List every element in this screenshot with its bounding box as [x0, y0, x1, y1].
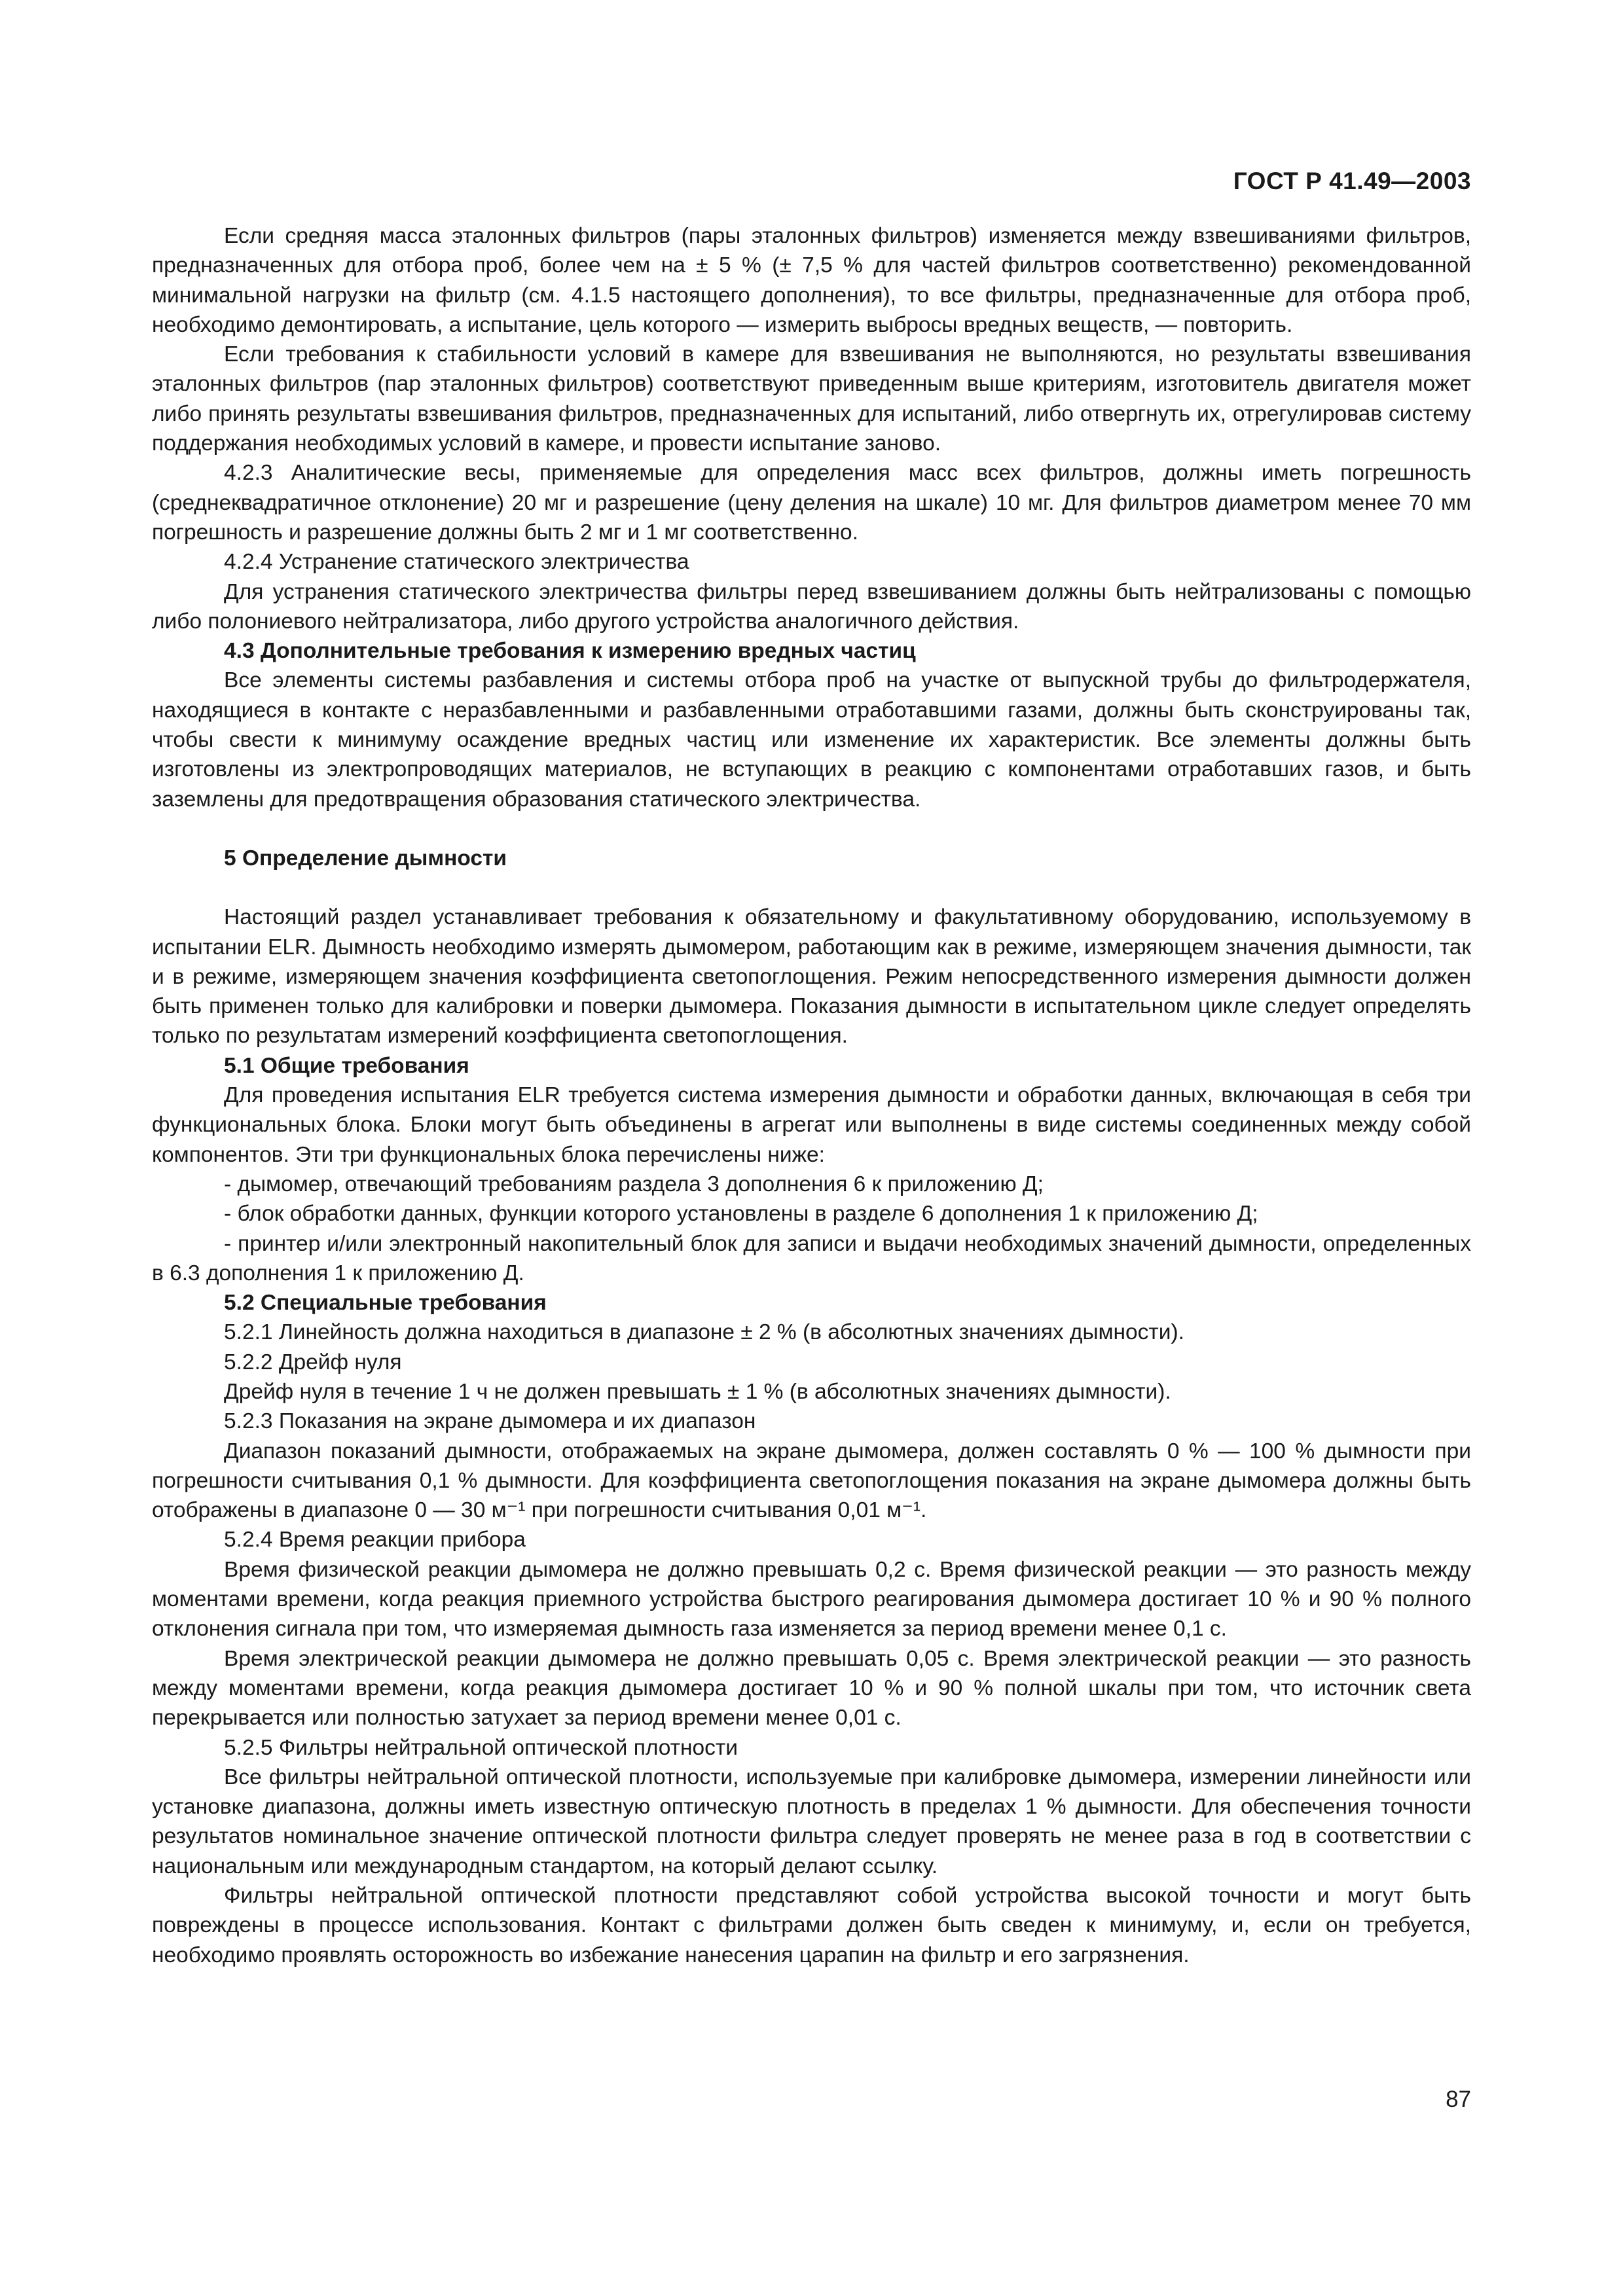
paragraph: Для проведения испытания ELR требуется система измерения дымности и обработки данных, включающая в себя три функциональных блока. Блоки могут быть объединены в агрегат или выполнены в виде системы соединенных между собой компонентов. Эти три функциональных блока перечислены ниже:: [152, 1083, 1471, 1167]
paragraph: 5.2.4 Время реакции прибора: [224, 1528, 526, 1552]
paragraph: 5.2.5 Фильтры нейтральной оптической плотности: [224, 1735, 738, 1760]
list-item: - блок обработки данных, функции которого установлены в разделе 6 дополнения 1 к приложению Д;: [224, 1202, 1258, 1227]
section-heading: 5 Определение дымности: [224, 846, 507, 870]
paragraph: Если средняя масса эталонных фильтров (пары эталонных фильтров) изменяется между взвешиваниями фильтров, предназначенных для отбора проб, более чем на ± 5 % (± 7,5 % для частей фильтров соответственно) рекомендованной минимальной нагрузки на фильтр (см. 4.1.5 настоящего дополнения), то все фильтры, предназначенные для отбора проб, необходимо демонтировать, а испытание, цель которого — измерить выбросы вредных веществ, — повторить.: [152, 224, 1471, 337]
paragraph: 5.2.2 Дрейф нуля: [224, 1350, 402, 1374]
paragraph: 5.2.3 Показания на экране дымомера и их диапазон: [224, 1409, 756, 1434]
paragraph: Настоящий раздел устанавливает требования к обязательному и факультативному оборудованию, используемому в испытании ELR. Дымность необходимо измерять дымомером, работающим как в режиме, измеряющем значения дымности, так и в режиме, измеряющем значения коэффициента светопоглощения. Режим непосредственного измерения дымности должен быть применен только для калибровки и поверки дымомера. Показания дымности в испытательном цикле следует определять только по результатам измерений коэффициента светопоглощения.: [152, 905, 1471, 1049]
document-body: [152, 221, 1471, 1970]
paragraph: 4.2.3 Аналитические весы, применяемые для определения масс всех фильтров, должны иметь погрешность (среднеквадратичное отклонение) 20 мг и разрешение (цену деления на шкале) 10 мг. Для фильтров диаметром менее 70 мм погрешность и разрешение должны быть 2 мг и 1 мг соответственно.: [152, 461, 1471, 545]
standard-code-header: ГОСТ Р 41.49—2003: [1233, 168, 1471, 194]
subsection-heading: 5.2 Специальные требования: [224, 1291, 547, 1316]
paragraph: Фильтры нейтральной оптической плотности представляют собой устройства высокой точности и могут быть повреждены в процессе использования. Контакт с фильтрами должен быть сведен к минимуму, и, если он требуется, необходимо проявлять осторожность во избежание нанесения царапин на фильтр и его загрязнения.: [152, 1884, 1471, 1967]
list-item: - принтер и/или электронный накопительный блок для записи и выдачи необходимых значений дымности, определенных в 6.3 дополнения 1 к приложению Д.: [152, 1231, 1471, 1285]
paragraph: Время электрической реакции дымомера не должно превышать 0,05 с. Время электрической реакции — это разность между моментами времени, когда реакция дымомера достигает 10 % и 90 % полной шкалы при том, что источник света перекрывается или полностью затухает за период времени менее 0,01 с.: [152, 1646, 1471, 1731]
subsection-heading: 4.3 Дополнительные требования к измерению вредных частиц: [224, 639, 916, 664]
paragraph: Если требования к стабильности условий в камере для взвешивания не выполняются, но результаты взвешивания эталонных фильтров (пар эталонных фильтров) соответствуют приведенным выше критериям, изготовитель двигателя может либо принять результаты взвешивания фильтров, предназначенных для испытаний, либо отвергнуть их, отрегулировав систему поддержания необходимых условий в камере, и провести испытание заново.: [152, 342, 1471, 456]
paragraph: 4.2.4 Устранение статического электричества: [224, 550, 689, 575]
page-number: 87: [1446, 2087, 1471, 2112]
paragraph: Время физической реакции дымомера не должно превышать 0,2 с. Время физической реакции — это разность между моментами времени, когда реакция приемного устройства быстрого реагирования дымомера достигает 10 % и 90 % полного отклонения сигнала при том, что измеряемая дымность газа изменяется за период времени менее 0,1 с.: [152, 1557, 1471, 1641]
paragraph: 5.2.1 Линейность должна находиться в диапазоне ± 2 % (в абсолютных значениях дымности).: [224, 1320, 1184, 1345]
paragraph: Для устранения статического электричества фильтры перед взвешиванием должны быть нейтрализованы с помощью либо полониевого нейтрализатора, либо другого устройства аналогичного действия.: [152, 579, 1471, 634]
paragraph: Все элементы системы разбавления и системы отбора проб на участке от выпускной трубы до фильтродержателя, находящиеся в контакте с неразбавленными и разбавленными отработавшими газами, должны быть сконструированы так, чтобы свести к минимуму осаждение вредных частиц или изменение их характеристик. Все элементы должны быть изготовлены из электропроводящих материалов, не вступающих в реакцию с компонентами отработавших газов, и быть заземлены для предотвращения образования статического электричества.: [152, 668, 1471, 812]
paragraph: Диапазон показаний дымности, отображаемых на экране дымомера, должен составлять 0 % — 100 % дымности при погрешности считывания 0,1 % дымности. Для коэффициента светопоглощения показания на экране дымомера должны быть отображены в диапазоне 0 — 30 м⁻¹ при погрешности считывания 0,01 м⁻¹.: [152, 1439, 1471, 1523]
list-item: - дымомер, отвечающий требованиям раздела 3 дополнения 6 к приложению Д;: [224, 1172, 1044, 1196]
paragraph: Все фильтры нейтральной оптической плотности, используемые при калибровке дымомера, измерении линейности или установке диапазона, должны иметь известную оптическую плотность в пределах 1 % дымности. Для обеспечения точности результатов номинальное значение оптической плотности фильтра следует проверять не менее раза в год в соответствии с национальным или международным стандартом, на который делают ссылку.: [152, 1765, 1471, 1878]
paragraph: Дрейф нуля в течение 1 ч не должен превышать ± 1 % (в абсолютных значениях дымности).: [224, 1379, 1171, 1404]
subsection-heading: 5.1 Общие требования: [224, 1053, 469, 1078]
